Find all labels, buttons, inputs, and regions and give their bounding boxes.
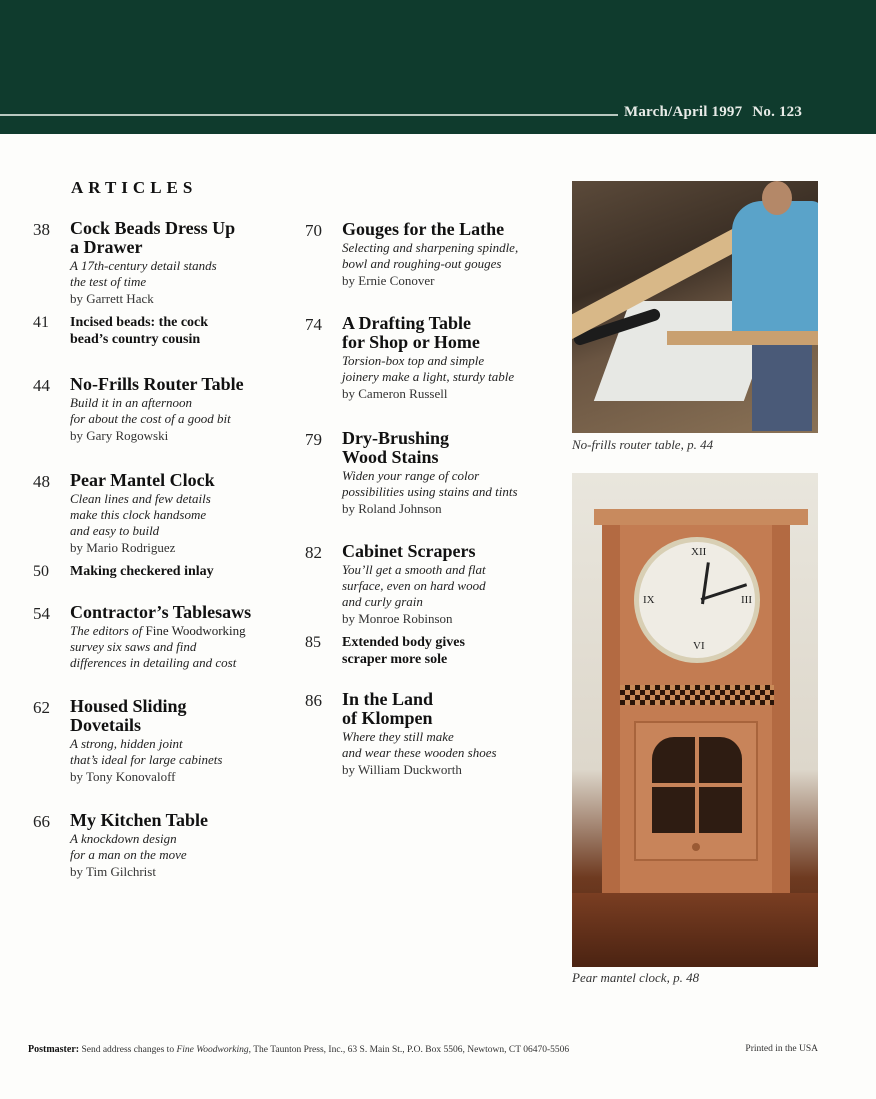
page-number: 74 [305, 315, 322, 334]
mantel-shelf [572, 893, 818, 967]
article-title: Cabinet Scrapers [342, 541, 476, 561]
router-table-photo [572, 181, 818, 433]
article-byline: by Tony Konovaloff [70, 769, 176, 784]
header-band [0, 0, 876, 134]
article-title: Housed Sliding Dovetails [70, 696, 187, 735]
header-rule [0, 114, 618, 116]
page-number: 82 [305, 543, 322, 562]
door-knob [692, 843, 700, 851]
article-deck: Torsion-box top and simple joinery make a light, sturdy table [342, 353, 515, 384]
page-number: 54 [33, 604, 50, 623]
articles-middle-column [305, 220, 555, 778]
article-byline: by Cameron Russell [342, 386, 448, 401]
issue-info [624, 104, 802, 121]
issue-number: No. 123 [752, 104, 803, 120]
postmaster-label: Postmaster: [28, 1044, 80, 1055]
sidebar-entry[interactable] [33, 563, 283, 580]
clock-post-left [602, 523, 620, 903]
publication-name: Fine Woodworking [176, 1045, 249, 1055]
article-byline: by Tim Gilchrist [70, 864, 156, 879]
article-title: In the Land of Klompen [342, 689, 434, 728]
sidebar-title: Incised beads: the cock bead’s country cousin [70, 315, 209, 347]
article-title: No-Frills Router Table [70, 374, 244, 394]
article-deck: A 17th-century detail stands the test of time [70, 258, 217, 289]
article-entry[interactable] [33, 697, 283, 785]
article-byline: by Mario Rodriguez [70, 540, 176, 555]
article-title: Contractor’s Tablesaws [70, 602, 252, 622]
postmaster-footer: Postmaster: Send address changes to Fine Woodworking, The Taunton Press, Inc., 63 S. Main St., P.O. Box 5506, Newtown, CT 06470-5506 Printed in the USA [28, 1044, 818, 1055]
article-deck: A strong, hidden joint that’s ideal for large cabinets [70, 736, 223, 767]
sidebar-title: Extended body gives scraper more sole [342, 635, 465, 667]
articles-left-column [33, 219, 283, 880]
sidebar-entry[interactable] [33, 314, 283, 348]
article-title: A Drafting Table for Shop or Home [342, 313, 480, 352]
article-byline: by Roland Johnson [342, 501, 442, 516]
clock-photo-caption: Pear mantel clock, p. 48 [572, 970, 700, 985]
article-byline: by Monroe Robinson [342, 611, 453, 626]
article-byline: by William Duckworth [342, 762, 462, 777]
workpiece-board [667, 331, 818, 345]
page-number: 86 [305, 691, 322, 710]
clock-door-glass [652, 737, 742, 833]
article-entry[interactable] [33, 603, 283, 671]
article-entry[interactable] [33, 471, 283, 556]
article-deck: Where they still make and wear these wooden shoes [342, 729, 497, 760]
page-number: 41 [33, 314, 49, 331]
article-title: Gouges for the Lathe [342, 219, 505, 239]
article-deck: A knockdown design for a man on the move [70, 831, 187, 862]
article-deck: Widen your range of color possibilities using stains and tints [342, 468, 518, 499]
page-number: 38 [33, 220, 50, 239]
page-number: 48 [33, 472, 50, 491]
person-legs [752, 331, 812, 431]
article-entry[interactable] [305, 542, 555, 627]
publication-name: Fine Woodworking [145, 623, 246, 638]
page-number: 79 [305, 430, 322, 449]
page-number: 44 [33, 376, 50, 395]
article-entry[interactable] [33, 811, 283, 880]
article-title: My Kitchen Table [70, 810, 209, 830]
article-entry[interactable] [33, 375, 283, 444]
page-number: 50 [33, 563, 49, 580]
mantel-clock-photo [572, 473, 818, 967]
page-number: 66 [33, 812, 50, 831]
issue-date: March/April 1997 [624, 104, 743, 120]
article-entry[interactable] [305, 314, 555, 402]
article-deck: The editors of Fine Woodworking survey six saws and find differences in detailing and cost [70, 623, 246, 670]
article-title: Dry-Brushing Wood Stains [342, 428, 450, 467]
clock-post-right [772, 523, 790, 903]
page-number: 62 [33, 698, 50, 717]
sidebar-title: Making checkered inlay [70, 564, 214, 579]
section-title: ARTICLES [71, 178, 198, 197]
printed-in-usa: Printed in the USA [745, 1044, 818, 1054]
article-entry[interactable] [305, 429, 555, 517]
clock-face: XII III VI IX [634, 537, 760, 663]
sidebar-entry[interactable] [305, 634, 555, 668]
router-photo-caption: No-frills router table, p. 44 [572, 437, 714, 452]
clock-crown [594, 509, 808, 525]
article-deck: Selecting and sharpening spindle, bowl and roughing-out gouges [342, 240, 519, 271]
article-deck: You’ll get a smooth and flat surface, even on hard wood and curly grain [342, 562, 486, 609]
person-figure [732, 201, 818, 331]
article-byline: by Gary Rogowski [70, 428, 169, 443]
article-byline: by Ernie Conover [342, 273, 435, 288]
article-deck: Build it in an afternoon for about the cost of a good bit [70, 395, 231, 426]
article-entry[interactable] [33, 219, 283, 307]
page-number: 70 [305, 221, 322, 240]
article-entry[interactable] [305, 220, 555, 289]
clock-door [634, 721, 758, 861]
article-byline: by Garrett Hack [70, 291, 154, 306]
person-head [762, 181, 792, 215]
checkered-inlay [620, 685, 774, 705]
article-title: Cock Beads Dress Up a Drawer [70, 218, 236, 257]
article-entry[interactable] [305, 690, 555, 778]
page-number: 85 [305, 634, 321, 651]
article-deck: Clean lines and few details make this clock handsome and easy to build [70, 491, 211, 538]
article-title: Pear Mantel Clock [70, 470, 215, 490]
